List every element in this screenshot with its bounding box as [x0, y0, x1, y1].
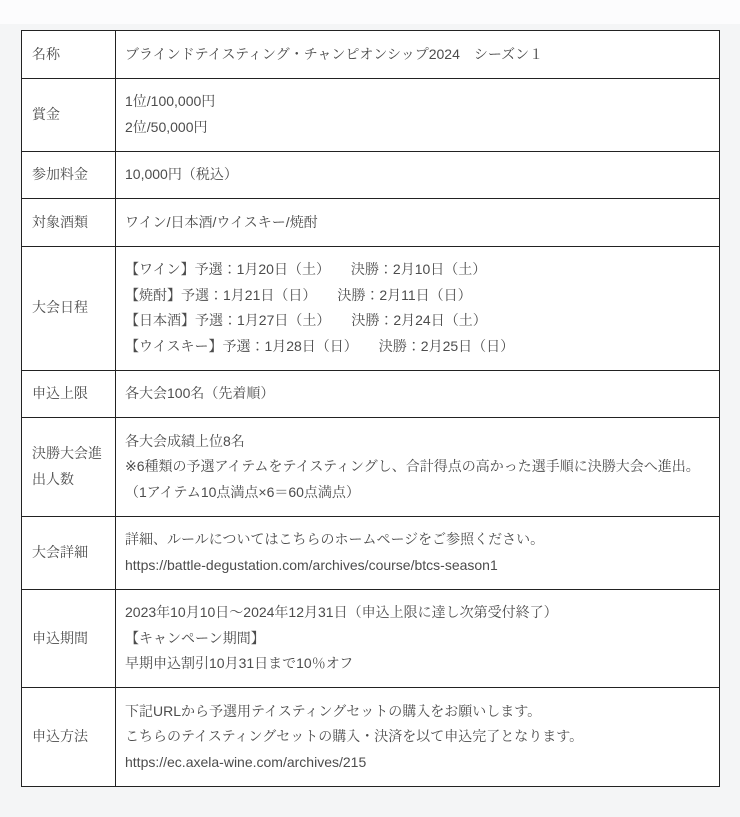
row-value-cell [116, 199, 720, 247]
row-label-cell: 申込期間 [22, 589, 116, 688]
value-line: 各大会成績上位8名 [125, 432, 245, 449]
value-line: 1位/100,000円 [125, 93, 216, 109]
event-info-table [21, 30, 720, 787]
table-row [22, 199, 720, 247]
value-line: https://ec.axela-wine.com/archives/215 [125, 753, 367, 770]
row-value-cell [116, 151, 720, 199]
row-value-cell [116, 370, 720, 418]
row-label-cell: 大会詳細 [22, 516, 116, 589]
row-value-cell [116, 31, 720, 79]
value-line: 【ウイスキー】予選：1月28日（日） 決勝：2月25日（日） [125, 337, 515, 354]
row-label-cell: 参加料金 [22, 151, 116, 199]
row-label-cell: 大会日程 [22, 246, 116, 370]
row-value-cell [116, 516, 720, 589]
row-label-cell: 名称 [22, 31, 116, 79]
row-value-cell [116, 78, 720, 151]
top-content-strip [0, 0, 740, 24]
row-label-cell: 決勝大会進出人数 [22, 418, 116, 517]
table-row [22, 516, 720, 589]
row-value-cell [116, 246, 720, 370]
value-line: 各大会100名（先着順） [125, 385, 275, 401]
value-line: 2位/50,000円 [125, 118, 208, 135]
table-row [22, 246, 720, 370]
value-line: 10,000円（税込） [125, 166, 238, 182]
value-line: こちらのテイスティングセットの購入・決済を以て申込完了となります。 [125, 728, 584, 744]
value-line: （1アイテム10点満点×6＝60点満点） [125, 483, 360, 500]
value-line: 【キャンペーン期間】 [125, 629, 265, 646]
event-info-table-body [22, 31, 720, 787]
value-line: 【日本酒】予選：1月27日（土） 決勝：2月24日（土） [125, 312, 487, 328]
table-row [22, 370, 720, 418]
row-label-cell: 申込上限 [22, 370, 116, 418]
value-line: 詳細、ルールについてはこちらのホームページをご参照ください。 [125, 531, 545, 547]
value-line: ※6種類の予選アイテムをテイスティングし、合計得点の高かった選手順に決勝大会へ進出。 [125, 458, 700, 474]
table-row [22, 589, 720, 688]
value-line: 【ワイン】予選：1月20日（土） 決勝：2月10日（土） [125, 261, 487, 277]
value-line: ブラインドテイスティング・チャンピオンシップ2024 シーズン１ [125, 45, 544, 62]
row-label-cell: 賞金 [22, 78, 116, 151]
table-row [22, 688, 720, 787]
table-row [22, 78, 720, 151]
value-line: 早期申込割引10月31日まで10％オフ [125, 655, 354, 671]
value-line: 【焼酎】予選：1月21日（日） 決勝：2月11日（日） [125, 286, 472, 303]
value-line: 下記URLから予選用テイスティングセットの購入をお願いします。 [125, 702, 542, 719]
row-value-cell [116, 589, 720, 688]
value-line: ワイン/日本酒/ウイスキー/焼酎 [125, 213, 318, 230]
row-value-cell [116, 688, 720, 787]
table-row [22, 418, 720, 517]
value-line: https://battle-degustation.com/archives/course/btcs-season1 [125, 556, 498, 573]
row-value-cell [116, 418, 720, 517]
value-line: 2023年10月10日～2024年12月31日（申込上限に達し次第受付終了） [125, 604, 558, 620]
row-label-cell: 対象酒類 [22, 199, 116, 247]
row-label-cell: 申込方法 [22, 688, 116, 787]
table-row [22, 31, 720, 79]
table-row [22, 151, 720, 199]
